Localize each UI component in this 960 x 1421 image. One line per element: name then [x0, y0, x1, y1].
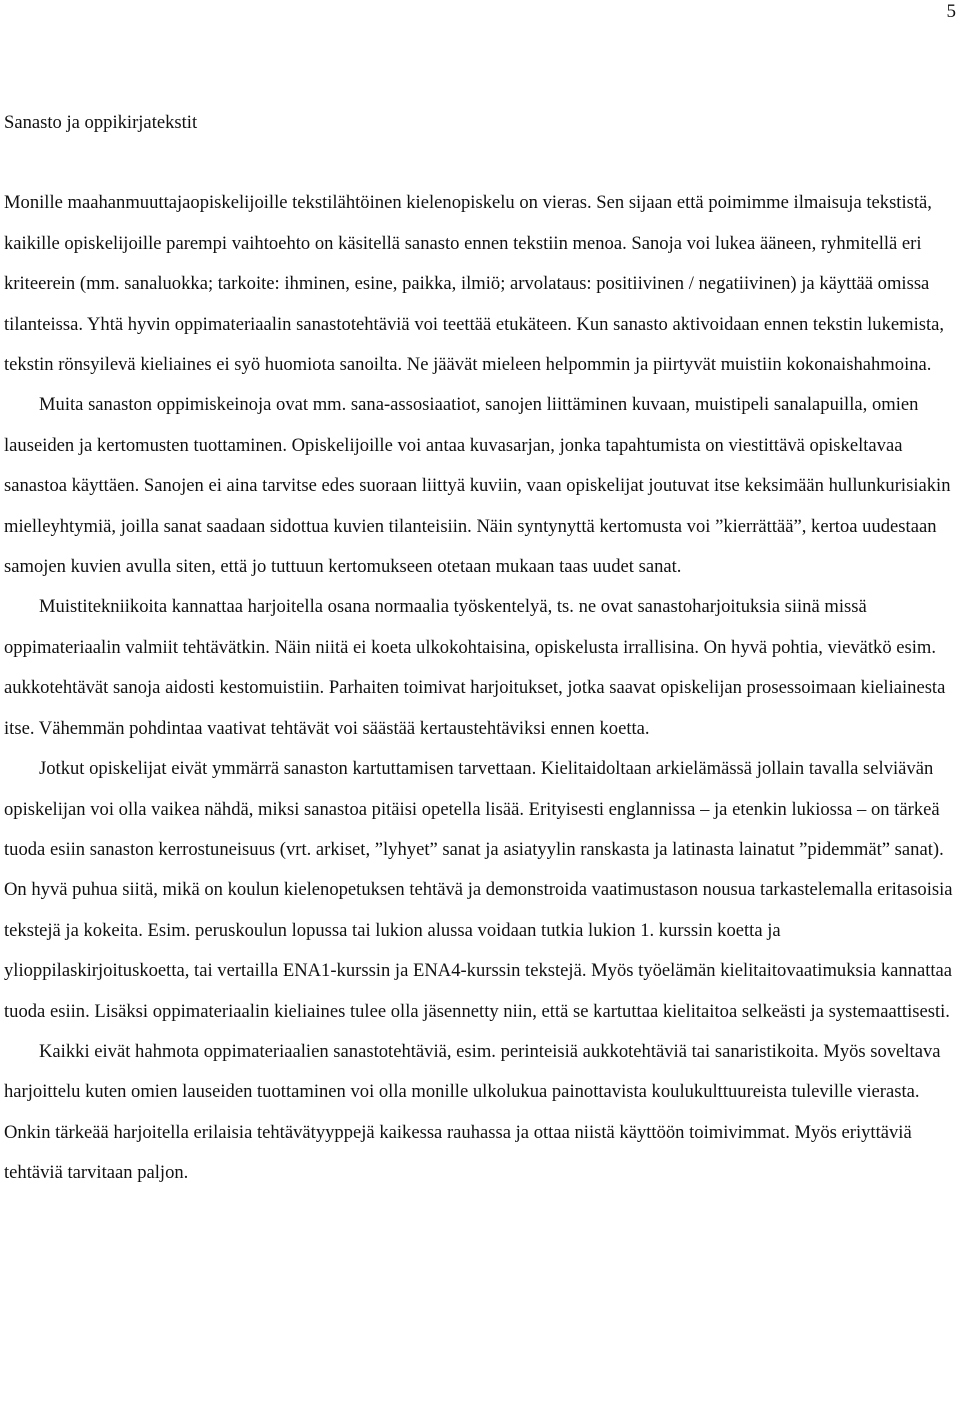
paragraph-5: Kaikki eivät hahmota oppimateriaalien sanastotehtäviä, esim. perinteisiä aukkotehtäviä tai sanaristikoita. Myös soveltava harjoittelu kuten omien lauseiden tuottaminen voi olla monille ulkolukua painottavista koulukulttuureista tuleville vierasta. Onkin tärkeää harjoitella erilaisia tehtävätyyppejä kaikessa rauhassa ja ottaa niistä käyttöön toimivimmat. Myös eriyttäviä tehtäviä tarvitaan paljon.: [4, 1040, 941, 1184]
paragraph-2: Muita sanaston oppimiskeinoja ovat mm. sana-assosiaatiot, sanojen liittäminen kuvaan, muistipeli sanalapuilla, omien lauseiden ja kertomusten tuottaminen. Opiskelijoille voi antaa kuvasarjan, jonka tapahtumista on viestittävä opiskeltavaa sanastoa käyttäen. Sanojen ei aina tarvitse edes suoraan liittyä kuviin, vaan opiskelijat joutuvat itse keksimään hullunkurisiakin mielleyhtymiä, joilla sanat saadaan sidottua kuvien tilanteisiin. Näin syntynyttä kertomusta voi ”kierrättää”, kertoa uudestaan samojen kuvien avulla siten, että jo tuttuun kertomukseen otetaan mukaan taas uudet sanat.: [4, 394, 951, 578]
paragraph-4: Jotkut opiskelijat eivät ymmärrä sanaston kartuttamisen tarvettaan. Kielitaidoltaan arkielämässä jollain tavalla selviävän opiskelijan voi olla vaikea nähdä, miksi sanastoa pitäisi opetella lisää. Erityisesti englannissa – ja etenkin lukiossa – on tärkeä tuoda esiin sanaston kerrostuneisuus (vrt. arkiset, ”lyhyet” sanat ja asiatyylin ranskasta ja latinasta lainatut ”pidemmät” sanat). On hyvä puhua siitä, mikä on koulun kielenopetuksen tehtävä ja demonstroida vaatimustason nousua tarkastelemalla eritasoisia tekstejä ja kokeita. Esim. peruskoulun lopussa tai lukion alussa voidaan tutkia lukion 1. kurssin koetta ja ylioppilaskirjoituskoetta, tai vertailla ENA1-kurssin ja ENA4-kurssin tekstejä. Myös työelämän kielitaitovaatimuksia kannattaa tuoda esiin. Lisäksi oppimateriaalin kieliaines tulee olla jäsennetty niin, että se kartuttaa kielitaitoa selkeästi ja systemaattisesti.: [4, 758, 953, 1022]
page-number: 5: [946, 1, 956, 22]
paragraph-3: Muistitekniikoita kannattaa harjoitella osana normaalia työskentelyä, ts. ne ovat sanastoharjoituksia siinä missä oppimateriaalin valmiit tehtävätkin. Näin niitä ei koeta ulkokohtaisina, opiskelusta irrallisina. On hyvä pohtia, vievätkö esim. aukkotehtävät sanoja aidosti kestomuistiin. Parhaiten toimivat harjoitukset, jotka saavat opiskelijan prosessoimaan kieliainesta itse. Vähemmän pohdintaa vaativat tehtävät voi säästää kertaustehtäviksi ennen koetta.: [4, 596, 946, 739]
section-title: Sanasto ja oppikirjatekstit: [4, 112, 198, 133]
paragraph-1: Monille maahanmuuttajaopiskelijoille tekstilähtöinen kielenopiskelu on vieras. Sen sijaan että poimimme ilmaisuja tekstistä, kaikille opiskelijoille parempi vaihtoehto on käsitellä sanasto ennen tekstiin menoa. Sanoja voi lukea ääneen, ryhmitellä eri kriteerein (mm. sanaluokka; tarkoite: ihminen, esine, paikka, ilmiö; arvolataus: positiivinen / negatiivinen) ja käyttää omissa tilanteissa. Yhtä hyvin oppimateriaalin sanastotehtäviä voi teettää etukäteen. Kun sanasto aktivoidaan ennen tekstin lukemista, tekstin rönsyilevä kieliaines ei syö huomiota sanoilta. Ne jäävät mieleen helpommin ja piirtyvät muistiin kokonaishahmoina.: [4, 192, 945, 376]
document-body: [4, 103, 958, 1194]
